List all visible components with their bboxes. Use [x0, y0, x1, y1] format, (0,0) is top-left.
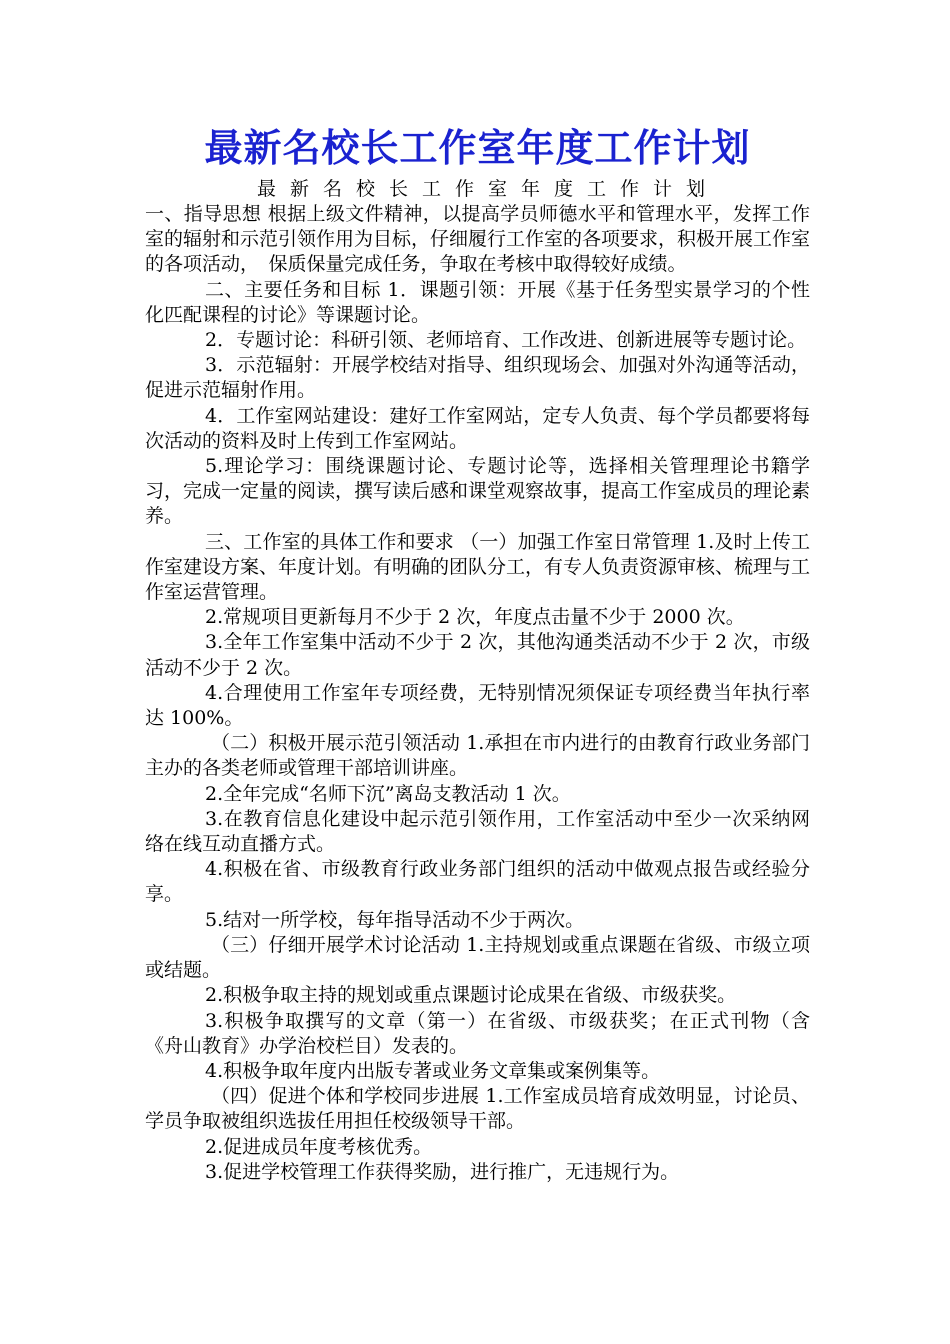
document-subtitle: 最新名校长工作室年度工作计划 [257, 178, 720, 200]
paragraph: 一、指导思想 根据上级文件精神，以提高学员师德水平和管理水平，发挥工作室的辐射和示范引领作用为目标，仔细履行工作室的各项要求，积极开展工作室的各项活动， 保质保量完成任务，争取在考核中取得较好成绩。 [145, 203, 811, 276]
paragraph: 3.全年工作室集中活动不少于 2 次，其他沟通类活动不少于 2 次，市级活动不少于 2 次。 [145, 631, 810, 679]
paragraph: （二）积极开展示范引领活动 1.承担在市内进行的由教育行政业务部门主办的各类老师或管理干部培训讲座。 [145, 732, 810, 780]
paragraph: 2.全年完成“名师下沉”离岛支教活动 1 次。 [205, 782, 571, 805]
paragraph: 5.理论学习：围绕课题讨论、专题讨论等，选择相关管理理论书籍学习，完成一定量的阅读，撰写读后感和课堂观察故事，提高工作室成员的理论素养。 [145, 455, 811, 528]
paragraph: 2.常规项目更新每月不少于 2 次，年度点击量不少于 2000 次。 [205, 606, 745, 629]
paragraph: 2.促进成员年度考核优秀。 [205, 1135, 433, 1158]
paragraph: 5.结对一所学校，每年指导活动不少于两次。 [205, 908, 585, 931]
paragraph: 3．示范辐射：开展学校结对指导、组织现场会、加强对外沟通等活动，促进示范辐射作用。 [145, 354, 810, 402]
paragraph: 三、工作室的具体工作和要求 （一）加强工作室日常管理 1.及时上传工作室建设方案、年度计划。有明确的团队分工，有专人负责资源审核、梳理与工作室运营管理。 [145, 530, 811, 604]
paragraph: 4.合理使用工作室年专项经费，无特别情况须保证专项经费当年执行率达 100%。 [145, 681, 810, 730]
paragraph: （三）仔细开展学术讨论活动 1.主持规划或重点课题在省级、市级立项或结题。 [145, 933, 810, 982]
paragraph: （四）促进个体和学校同步进展 1.工作室成员培育成效明显，讨论员、学员争取被组织选拔任用担任校级领导干部。 [145, 1085, 810, 1133]
document-body [145, 202, 810, 1185]
paragraph: 4．工作室网站建设：建好工作室网站，定专人负责、每个学员都要将每次活动的资料及时上传到工作室网站。 [145, 404, 810, 452]
paragraph: 4.积极在省、市级教育行政业务部门组织的活动中做观点报告或经验分享。 [145, 858, 810, 906]
paragraph: 3.积极争取撰写的文章（第一）在省级、市级获奖；在正式刊物（含《舟山教育》办学治校栏目）发表的。 [145, 1009, 810, 1057]
document-title: 最新名校长工作室年度工作计划 [204, 126, 751, 170]
paragraph: 2．专题讨论：科研引领、老师培育、工作改进、创新进展等专题讨论。 [205, 329, 807, 352]
paragraph: 2.积极争取主持的规划或重点课题讨论成果在省级、市级获奖。 [205, 984, 737, 1007]
paragraph: 二、主要任务和目标 1．课题引领：开展《基于任务型实景学习的个性化匹配课程的讨论》等课题讨论。 [145, 278, 810, 326]
paragraph: 3.促进学校管理工作获得奖励，进行推广，无违规行为。 [205, 1160, 680, 1183]
paragraph: 3.在教育信息化建设中起示范引领作用，工作室活动中至少一次采纳网络在线互动直播方式。 [145, 807, 810, 856]
paragraph: 4.积极争取年度内出版专著或业务文章集或案例集等。 [205, 1059, 661, 1082]
